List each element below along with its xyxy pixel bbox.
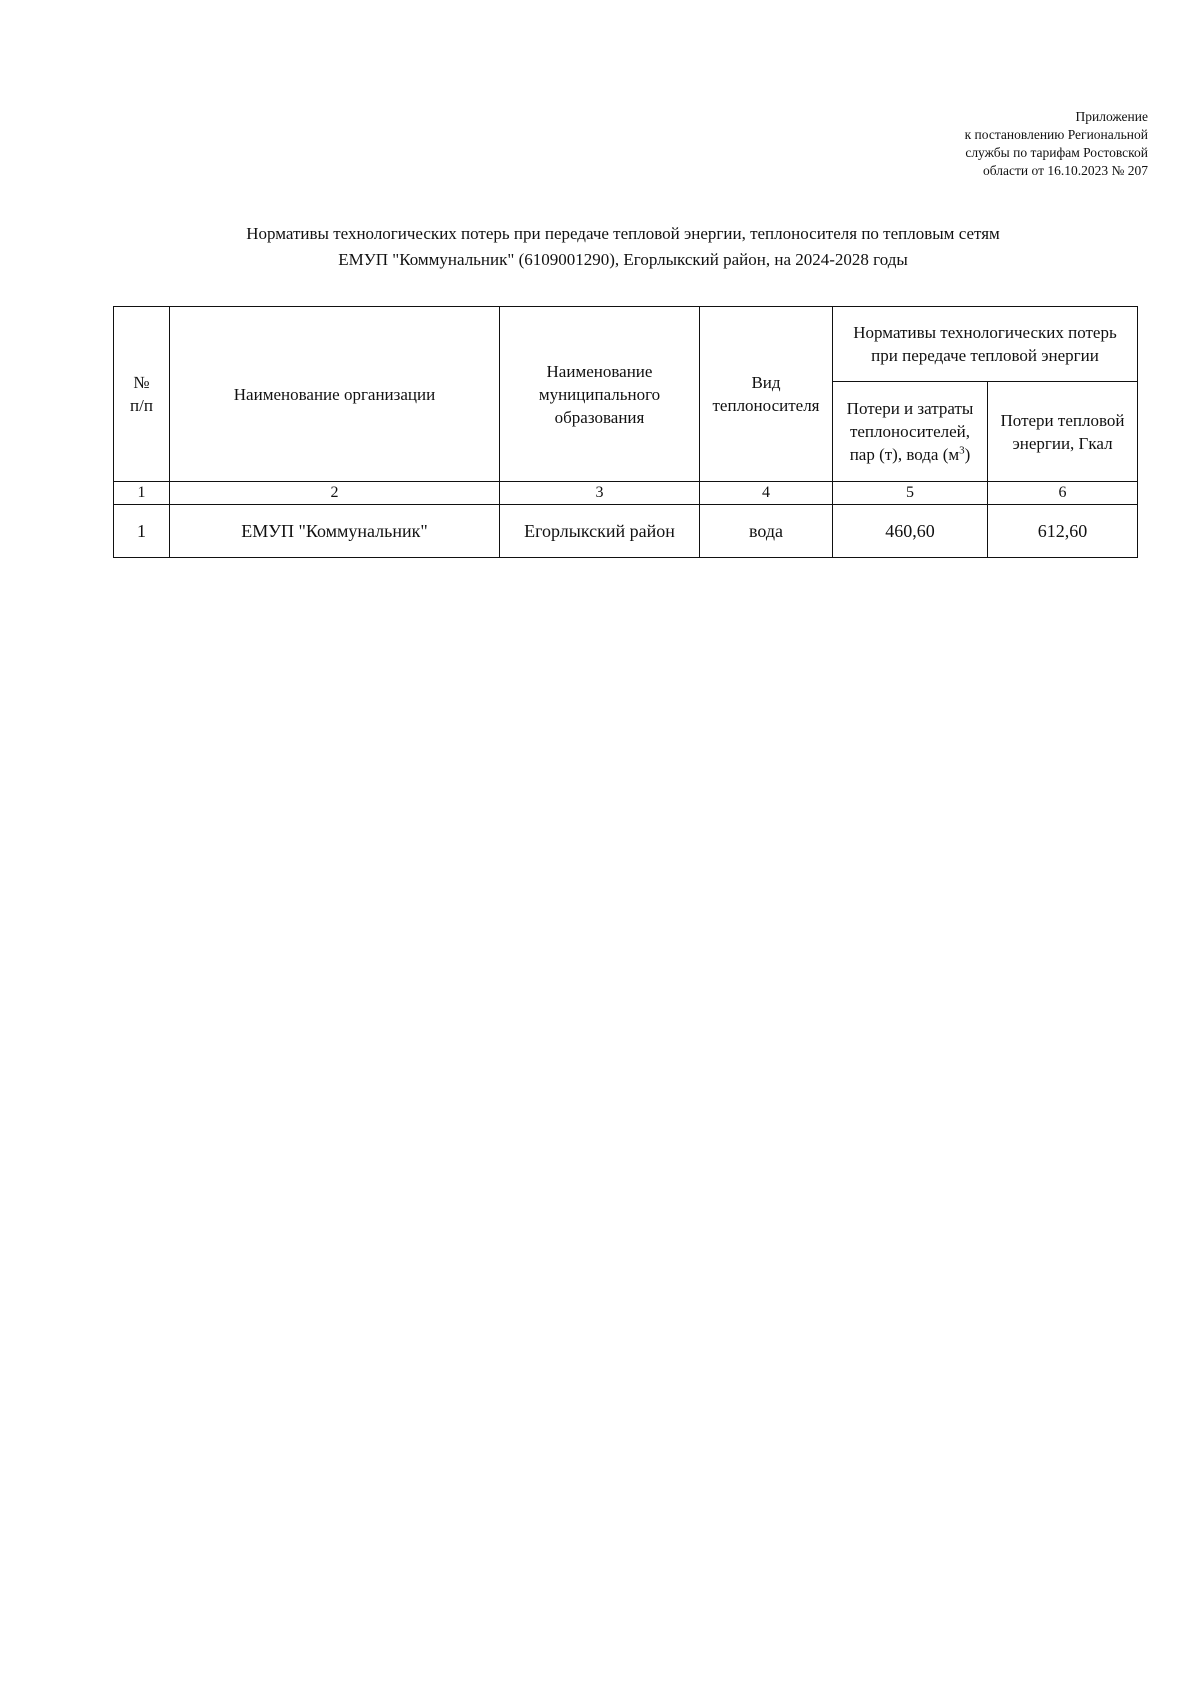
cell-losses-heat: 612,60 [988,505,1138,558]
column-number: 5 [833,482,988,505]
column-number: 6 [988,482,1138,505]
appendix-line: Приложение [1075,109,1148,124]
header-group-norms: Нормативы технологических потерь при передаче тепловой энергии [833,307,1138,382]
column-number: 4 [700,482,833,505]
header-losses-carrier: Потери и затраты теплоносителей, пар (т), вода $(м^3)$ [833,382,988,482]
norms-table [113,306,1138,558]
column-number: 3 [500,482,700,505]
header-losses-heat: Потери тепловой энергии, Гкал [988,382,1138,482]
appendix-line: службы по тарифам Ростовской [965,145,1148,160]
column-number-row [114,482,1138,505]
column-number: 2 [170,482,500,505]
appendix-line: области от 16.10.2023 № 207 [983,163,1148,178]
table-row [114,505,1138,558]
appendix-line: к постановлению Региональной [964,127,1148,142]
title-line-2: ЕМУП "Коммунальник" (6109001290), Егорлыкский район, на 2024-2028 годы [338,250,908,269]
cell-municipality: Егорлыкский район [500,505,700,558]
column-number: 1 [114,482,170,505]
header-num: № п/п [114,307,170,482]
header-carrier: Вид теплоносителя [700,307,833,482]
document-title [0,221,1200,273]
cell-carrier: вода [700,505,833,558]
appendix-note [888,108,1148,180]
cell-num: 1 [114,505,170,558]
header-municipality: Наименование муниципального образования [500,307,700,482]
title-line-1: Нормативы технологических потерь при передаче тепловой энергии, теплоносителя по тепловым сетям [246,224,1000,243]
cell-org: ЕМУП "Коммунальник" [170,505,500,558]
cell-losses-carrier: 460,60 [833,505,988,558]
header-org: Наименование организации [170,307,500,482]
header-row-1 [114,307,1138,382]
